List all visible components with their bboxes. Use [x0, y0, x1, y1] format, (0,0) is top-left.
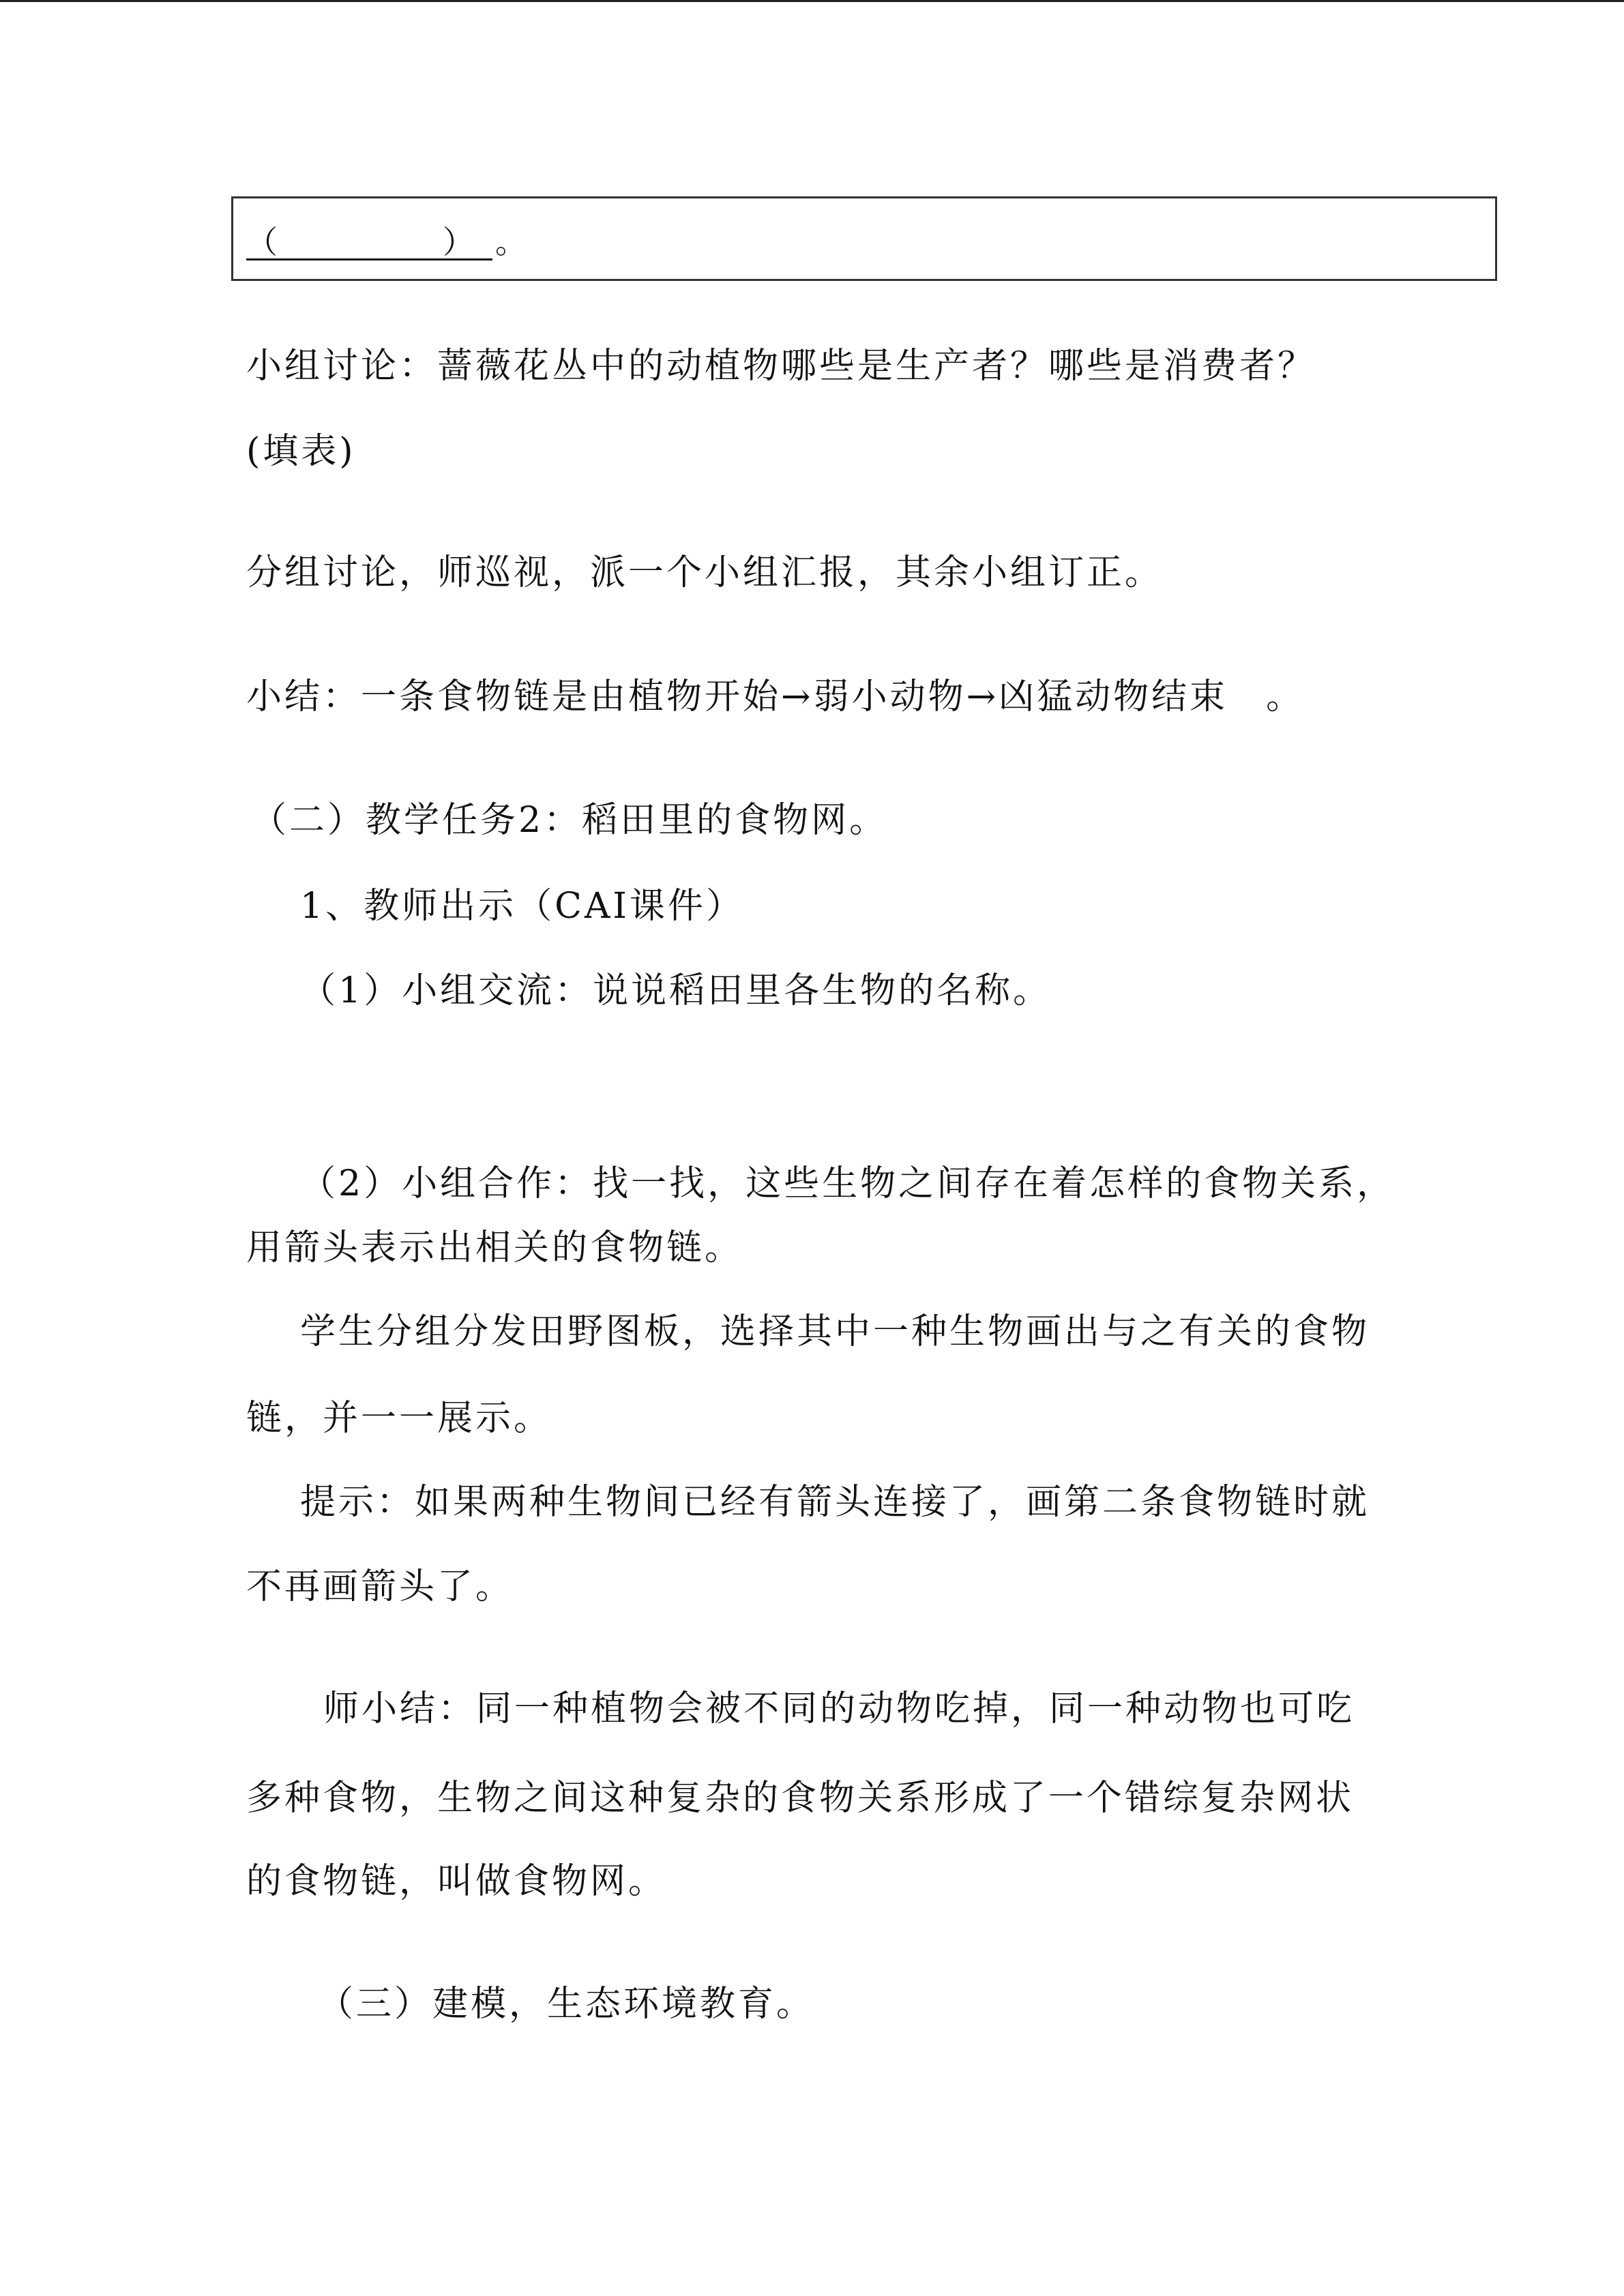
blank-close-paren: ） [443, 224, 474, 260]
step-1-1: （1）小组交流：说说稻田里各生物的名称。 [300, 970, 1052, 1011]
fill-table-note: (填表) [246, 431, 356, 472]
section-heading-3: （三）建模，生态环境教育。 [318, 1984, 815, 2025]
group-discussion-question: 小组讨论：蔷薇花丛中的动植物哪些是生产者？哪些是消费者？ [246, 346, 1316, 387]
teacher-summary: 师小结：同一种植物会被不同的动物吃掉，同一种动物也可吃 [323, 1688, 1355, 1729]
fill-in-blank [246, 224, 492, 260]
summary-food-chain: 小结：一条食物链是由植物开始→弱小动物→凶猛动物结束 。 [246, 676, 1305, 717]
teacher-summary-continued-1: 多种食物，生物之间这种复杂的食物关系形成了一个错综复杂网状 [246, 1778, 1355, 1819]
section-heading-2: （二）教学任务2：稻田里的食物网。 [251, 800, 888, 841]
step-1-2-continued: 用箭头表示出相关的食物链。 [246, 1227, 743, 1268]
hint: 提示：如果两种生物间已经有箭头连接了，画第二条食物链时就 [300, 1482, 1370, 1523]
discussion-process: 分组讨论，师巡视，派一个小组汇报，其余小组订正。 [246, 552, 1164, 593]
student-activity-continued: 链，并一一展示。 [246, 1398, 552, 1439]
student-activity: 学生分组分发田野图板，选择其中一种生物画出与之有关的食物 [300, 1311, 1370, 1352]
blank-period: 。 [495, 224, 527, 260]
teacher-summary-continued-2: 的食物链，叫做食物网。 [246, 1861, 667, 1902]
page-top-border [0, 0, 1624, 2]
hint-continued: 不再画箭头了。 [246, 1566, 514, 1607]
blank-open-paren: （ [246, 224, 278, 260]
step-1-2: （2）小组合作：找一找，这些生物之间存在着怎样的食物关系， [300, 1163, 1396, 1204]
step-1-heading: 1、教师出示（CAI课件） [300, 886, 744, 927]
